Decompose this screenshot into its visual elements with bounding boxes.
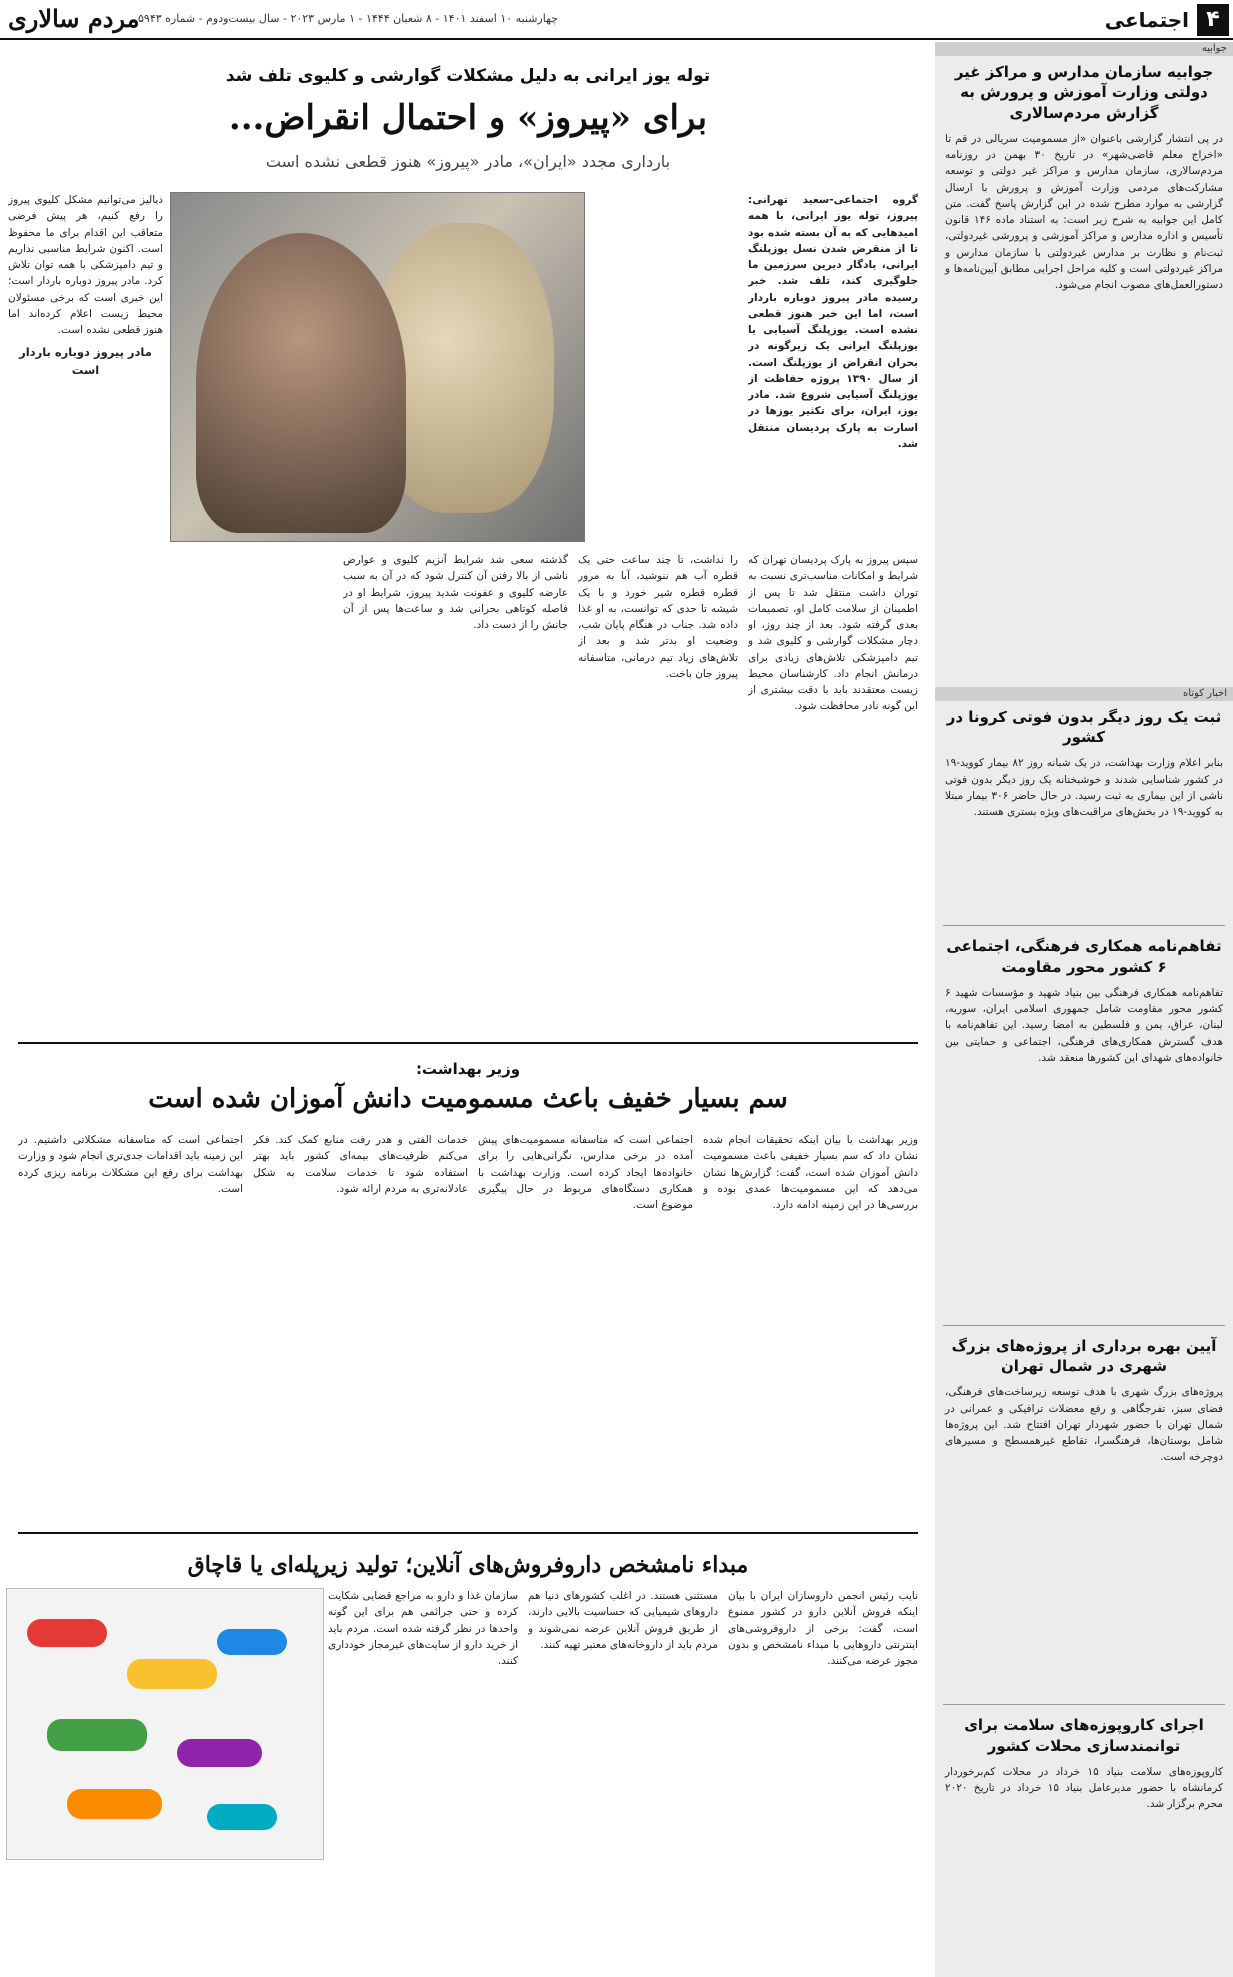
story2-column-3: خدمات الفتی و هدر رفت منابع کمک کند. فکر می‌کنم ظرفیت‌های بیمه‌ای کشور باید بهتر استفاده شود تا خدمات سلامت به شکل عادلانه‌تری به مردم ارائه شود. (253, 1134, 468, 1195)
pill-image (217, 1629, 287, 1655)
story2-column-1: وزیر بهداشت با بیان اینکه تحقیقات انجام شده نشان داد که سم بسیار خفیفی باعث مسمومیت دانش آموزان شده است، گفت: گزارش‌ها نشان می‌دهد که این مسمومیت‌ها عمدی بوده و بررسی‌ها در این زمینه ادامه دارد. (703, 1134, 918, 1212)
sidebar (935, 42, 1233, 1977)
masthead (0, 0, 1233, 40)
story-column-2: سپس پیروز به پارک پردیسان تهران که شرایط و امکانات مناسب‌تری نسبت به توران داشت منتقل شد تا پس از اطمینان از سلامت کامل او، تصمیمات بعدی گرفته شود. بعد از چند روز، او دچار مشکلات گوارشی و کلیوی شد و تیم دامپزشکی تلاش‌های زیادی برای درمانش انجام داد. کارشناسان محیط زیست معتقدند باید با دقت بیشتری از این گونه نادر محافظت شود. (748, 554, 918, 713)
story-subheading: مادر پیروز دوباره باردار است (19, 345, 152, 378)
main-content (0, 42, 928, 1977)
sidebar-headline-2: ثبت یک روز دیگر بدون فوتی کرونا در کشور (946, 707, 1222, 746)
story-column-4: گذشته سعی شد شرایط آنزیم کلیوی و عوارض ناشی از بالا رفتن آن کنترل شود که در آن به سبب عارضه کلیوی و عفونت شدید پیروز، شرایط او در فاصله کوتاهی بحرانی شد و ساعت‌ها پس از آن جانش را از دست داد. (343, 554, 568, 632)
pill-image (127, 1659, 217, 1689)
story-column-3: را نداشت، تا چند ساعت حتی یک قطره آب هم ننوشید، آبا به مرور قطره قطره شیر خورد و با یک شیشه تا حدی که توانست، به او غذا داده شد. جناب در هنگام پایان شب، وضعیت او بدتر شد و بعد از تلاش‌های زیاد تیم درمانی، متاسفانه پیروز جان باخت. (578, 554, 738, 680)
divider (943, 1704, 1225, 1705)
divider (943, 1325, 1225, 1326)
pill-image (207, 1804, 277, 1830)
pill-image (47, 1719, 147, 1751)
section-title: اجتماعی (1104, 8, 1189, 32)
pills-photo (6, 1588, 324, 1860)
story-column-1: گروه اجتماعی-سعید تهرانی: پیروز، توله یوز ایرانی، با همه امیدهایی که به آن بسته شده بود تا از منقرض شدن نسل یوزپلنگ ایرانی، یادگار دیرین سرزمین ما جلوگیری کند، تلف شد. خبر رسیده مادر پیروز دوباره باردار است، اما این خبر هنوز قطعی نشده است. یوزپلنگ آسیایی یا یوزپلنگ ایرانی یک زیرگونه در بحران انقراض از یوزپلنگ است. از سال ۱۳۹۰ پروژه حفاظت از یوزپلنگ آسیایی شروع شد. مادر یوز، ایران، برای تکثیر یوزها در اسارت به پارک پردیسان منتقل شد. (748, 194, 918, 450)
page-number: ۴ (1197, 4, 1229, 36)
sidebar-headline-3: تفاهم‌نامه همکاری فرهنگی، اجتماعی ۶ کشور محور مقاومت (946, 937, 1222, 976)
sidebar-label-news: اخبار کوتاه (935, 687, 1233, 701)
sidebar-headline-5: اجرای کاروپوزه‌های سلامت برای توانمندسازی محلات کشور (964, 1716, 1204, 1755)
sidebar-body-3: تفاهم‌نامه همکاری فرهنگی بین بنیاد شهید و مؤسسات شهید ۶ کشور محور مقاومت شامل جمهوری اسلامی ایران، سوریه، لبنان، عراق، یمن و فلسطین به امضا رسید. این تفاهم‌نامه با هدف گسترش همکاری‌های فرهنگی، اجتماعی و حمایتی بین خانواده‌های شهدای این کشورها منعقد شد. (945, 986, 1223, 1064)
pill-image (67, 1789, 162, 1819)
story3-column-3: سازمان غذا و دارو به مراجع قضایی شکایت کرده و حتی جرائمی هم برای این گونه واحدها در نظر گرفته شده است. مردم باید از خرید دارو از سایت‌های غیرمجاز خودداری کنند. (328, 1590, 518, 1668)
paper-logo: مردم سالاری (8, 4, 140, 33)
story-subhead: بارداری مجدد «ایران»، مادر «پیروز» هنوز قطعی نشده است (265, 152, 671, 171)
sidebar-label-response: جوابیه (935, 42, 1233, 56)
story-column-5: دیالیز می‌توانیم مشکل کلیوی پیروز را رفع کنیم، هر پیش فرضی متعاقب این اقدام برای ما محفوظ است. اکنون شرایط مناسبی نداریم و تیم دامپزشکی با همه توان تلاش کرد. مادر پیروز دوباره باردار است؛ این خبری است که برخی مسئولان محیط زیست اعلام کرده‌اند اما هنوز قطعی نشده است. مادر پیروز دوباره باردار است (8, 192, 163, 1022)
man-image (196, 233, 406, 533)
issue-line: چهارشنبه ۱۰ اسفند ۱۴۰۱ - ۸ شعبان ۱۴۴۴ - ۱ مارس ۲۰۲۳ - سال بیست‌ودوم - شماره ۵۹۴۳ (138, 12, 558, 25)
pill-image (177, 1739, 262, 1767)
story3-column-1: نایب رئیس انجمن داروسازان ایران با بیان اینکه فروش آنلاین دارو در کشور ممنوع است، گفت: برخی از داروفروشی‌های اینترنتی داروهایی با مبداء نامشخص و بدون مجوز عرضه می‌کنند. (728, 1590, 918, 1668)
story2-headline: سم بسیار خفیف باعث مسمومیت دانش آموزان شده است (148, 1084, 788, 1114)
story2-column-4: اجتماعی است که متاسفانه مشکلاتی داشتیم. در این زمینه باید اقدامات جدی‌تری انجام شود و وزارت بهداشت برای رفع این مشکلات برنامه ریزی کرده است. (18, 1134, 243, 1195)
story2-column-2: اجتماعی است که متاسفانه مسمومیت‌های پیش آمده در برخی مدارس، نگرانی‌هایی را برای خانواده‌ها ایجاد کرده است. وزارت بهداشت با همکاری دستگاه‌های مربوط در حال پیگیری موضوع است. (478, 1134, 693, 1212)
divider (943, 925, 1225, 926)
divider (18, 1532, 918, 1534)
sidebar-body-5: کاروپوزه‌های سلامت بنیاد ۱۵ خرداد در محلات کم‌برخوردار کرمانشاه با حضور مدیرعامل بنیاد ۱۵ خرداد در تاریخ ۲۰۲۰ محرم برگزار شد. (945, 1765, 1224, 1811)
sidebar-body-2: بنابر اعلام وزارت بهداشت، در یک شبانه روز ۸۲ بیمار کووید-۱۹ در کشور شناسایی شدند و خوشبختانه یک روز دیگر بدون فوتی ناشی از این بیماری به ثبت رسید. در حال حاضر ۳۰۶ بیمار مبتلا به کووید-۱۹ در بخش‌های مراقبت‌های ویژه بستری هستند. (945, 757, 1223, 819)
sidebar-body-1: در پی انتشار گزارشی باعنوان «از مسمومیت سریالی در قم تا «اخراج معلم قاضی‌شهر» در تاریخ ۳۰ بهمن در روزنامه مردم‌سالاری، سازمان مدارس و مراکز غیر دولتی و توسعه مشارکت‌های مردمی وزارت آموزش و پرورش با ارسال گزارشی به موارد مطرح شده در این گزارش پاسخ گفت. متن کامل این جوابیه به شرح زیر است: به استناد ماده ۱۴۶ قانون تأسیس و اداره مدارس و مراکز آموزشی و پرورشی غیردولتی، ثبت‌نام و نظارت بر مدارس غیردولتی با سازمان مدارس و مراکز غیردولتی است و کلیه مراحل اجرایی مطابق آیین‌نامه‌ها و دستورالعمل‌های مصوب انجام می‌شود. (945, 132, 1223, 292)
story3-column-2: مستثنی هستند. در اغلب کشورهای دنیا هم داروهای شیمیایی که حساسیت بالایی دارند، از طریق فروش آنلاین عرضه نمی‌شوند و مردم باید از داروخانه‌های معتبر تهیه کنند. (528, 1590, 718, 1651)
story3-headline: مبداء نامشخص داروفروش‌های آنلاین؛ تولید زیرپله‌ای یا قاچاق (187, 1552, 749, 1578)
sidebar-headline-4: آیین بهره برداری از پروژه‌های بزرگ شهری در شمال تهران (951, 1336, 1217, 1375)
sidebar-headline-1: جوابیه سازمان مدارس و مراکز غیر دولتی وزارت آموزش و پرورش به گزارش مردم‌سالاری (954, 63, 1214, 122)
divider (18, 1042, 918, 1044)
pill-image (27, 1619, 107, 1647)
story-kicker: توله یوز ایرانی به دلیل مشکلات گوارشی و کلیوی تلف شد (225, 66, 711, 86)
sidebar-body-4: پروژه‌های بزرگ شهری با هدف توسعه زیرساخت‌های فرهنگی، فضای سبز، تفرجگاهی و رفع معضلات ترافیکی و عمرانی در شمال تهران با حضور شهردار تهران افتتاح شد. این پروژه‌ها شامل بوستان‌ها، فرهنگسرا، تقاطع غیرهمسطح و مسیرهای دوچرخه است. (945, 1386, 1223, 1464)
story-headline: برای «پیروز» و احتمال انقراض... (228, 98, 708, 138)
story2-label: وزیر بهداشت: (415, 1060, 521, 1078)
cheetah-photo (170, 192, 585, 542)
